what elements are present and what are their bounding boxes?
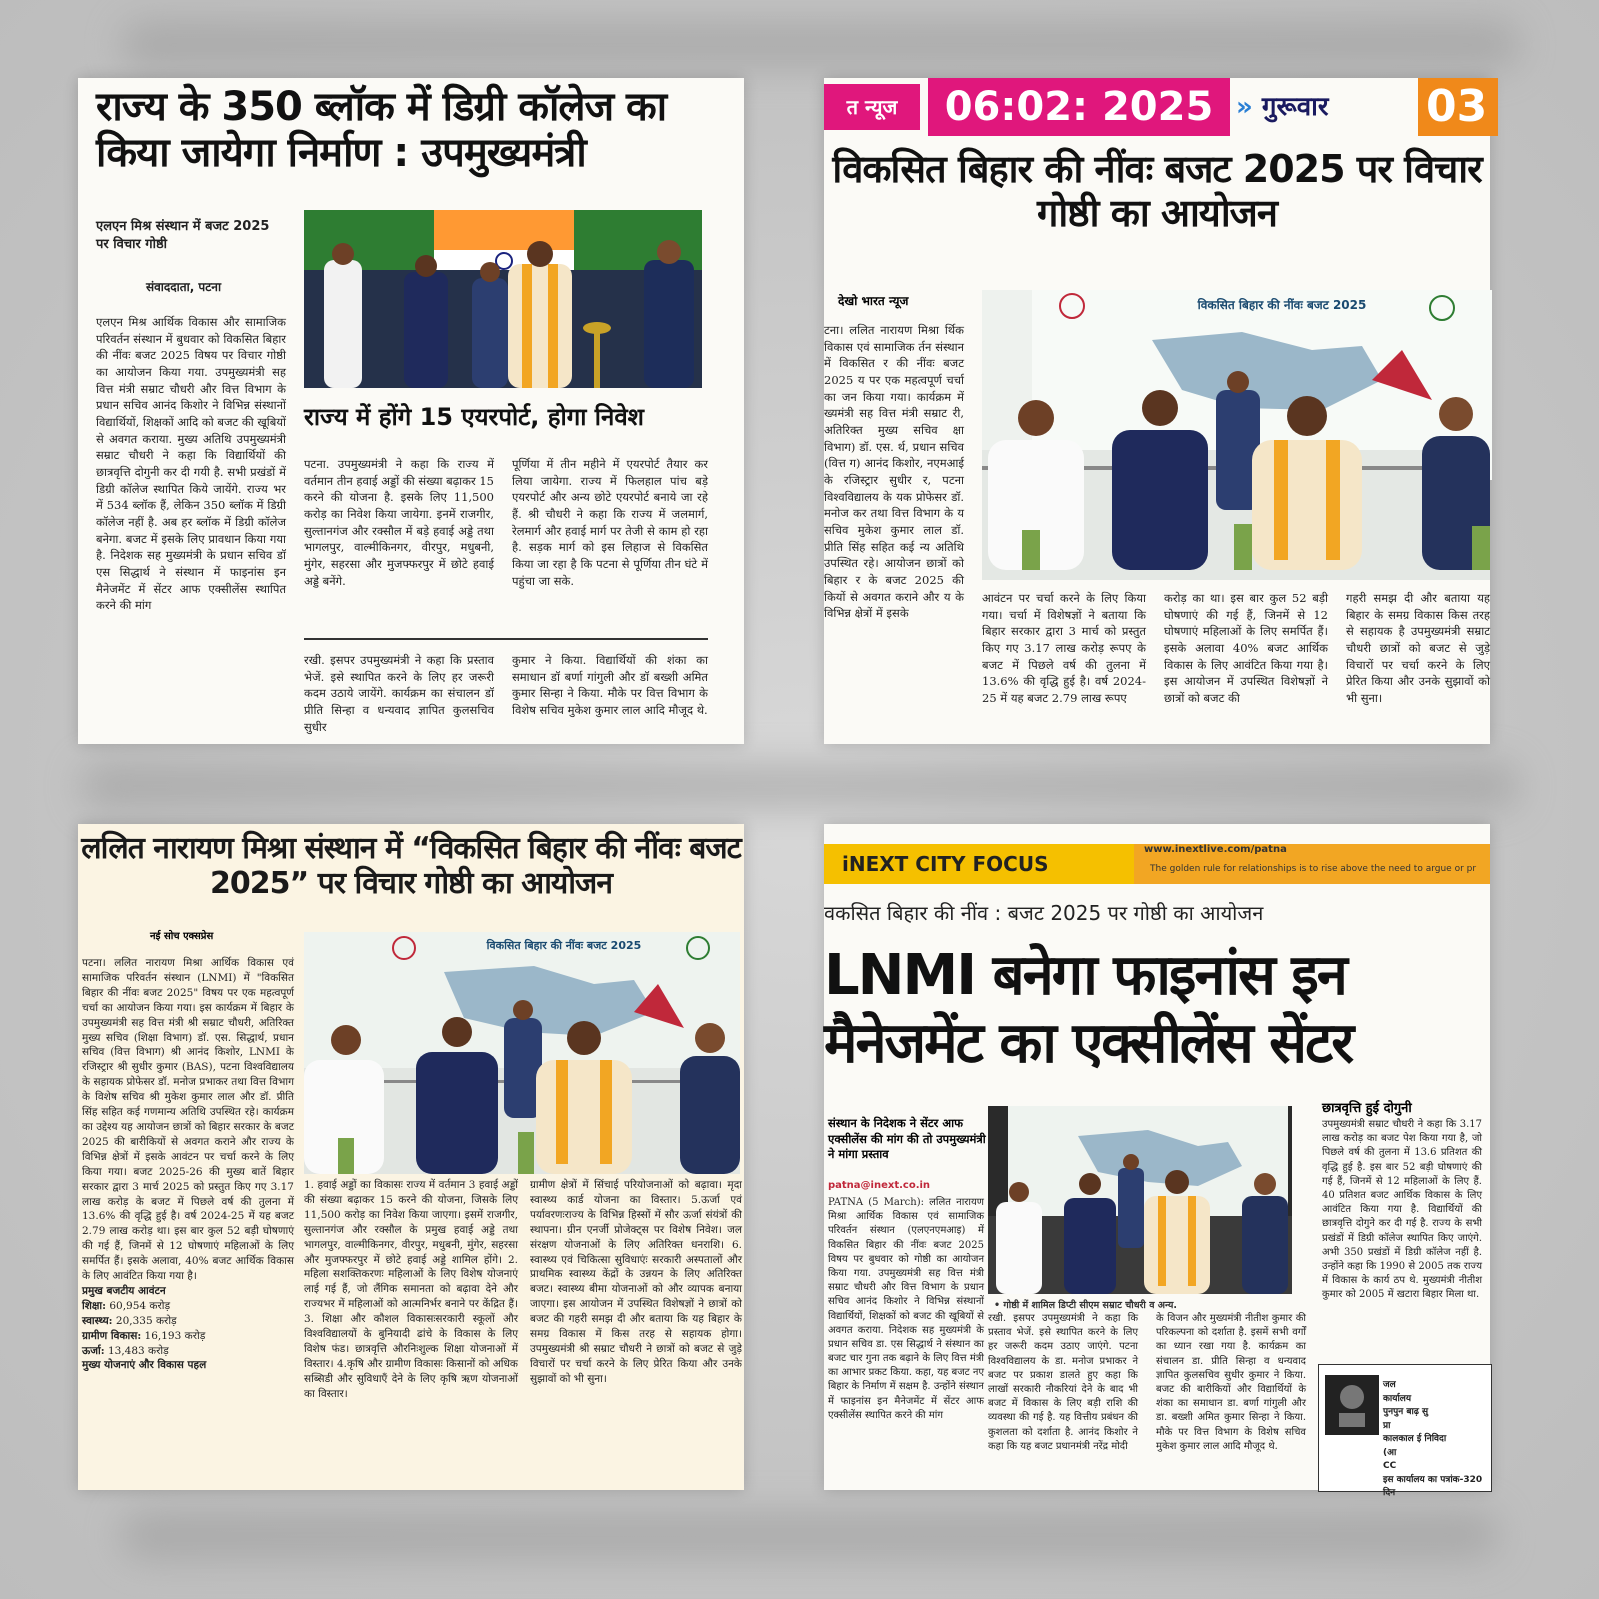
clip-d-lead: संस्थान के निदेशक ने सेंटर आफ एक्सीलेंस की मांग की तो उपमुख्यमंत्री ने मांगा प्रस्ताव — [828, 1116, 986, 1162]
clip-a-byline: संवाददाता, पटना — [146, 280, 222, 294]
clip-b-column-3-text: करोड़ का था। इस बार कुल 52 बड़ी घोषणाएं की गई हैं, जिनमें से 12 घोषणाएं महिलाओं के लिए समर्पित हैं। इसके अलावा 40% बजट आर्थिक विकास के लिए आवंटित किया गया है। इस आयोजन में उपस्थित विशेषज्ञों ने छात्रों को बजट की — [1164, 591, 1328, 706]
clip-a-column-2-text: पटना. उपमुख्यमंत्री ने कहा कि राज्य में वर्तमान तीन हवाई अड्डों की संख्या बढ़ाकर 15 करने की योजना है. इसके लिए 11,500 करोड़ का निवेश किया जायेगा. इनमें राजगीर, सुल्तानगंज और रक्सौल में बड़े हवाई अड्डे तथा भागलपुर, वाल्मीकिनगर, वीरपुर, मधुबनी, मुंगेर, सहरसा और मुजफ्फरपुर में छोटे हवाई अड्डे बनेंगे. — [304, 457, 494, 588]
clip-d-column-2-text: रखी. इसपर उपमुख्यमंत्री ने कहा कि प्रस्ताव भेजें. इसे स्थापित करने के लिए हर जरूरी कदम उठाए जाएंगे. पटना विश्वविद्यालय के डा. मनोज प्रभाकर ने बजट पर प्रकाश डालते हुए कहा कि लाखों सरकारी नौकरियां देने के बाद भी बजट में विकास के लिए बड़ी राशि की व्यवस्था की गई है. यह वित्तीय प्रबंधन की कुशलता को दर्शाता है. आनंद किशोर ने कहा कि यह बजट प्रधानमंत्री नरेंद्र मोदी — [988, 1313, 1138, 1452]
newspaper-clip-inext — [824, 824, 1490, 1498]
clip-a-column-3 — [512, 456, 708, 589]
allocation-label: ऊर्जा: — [82, 1344, 105, 1357]
clip-d-column-1-text: PATNA (5 March): ललित नारायण मिश्रा आर्थिक विकास एवं सामाजिक परिवर्तन संस्थान (एलएनएमआइ) में विकसित बिहार की नींवः बजट 2025 विषय पर बुधवार को गोष्ठी का आयोजन किया गया. उपमुख्यमंत्री सह वित्त मंत्री सम्राट चौधरी और वित्त विभाग के प्रधान सचिव आनंद किशोर ने विभिन्न संस्थानों विद्यार्थियों, शिक्षकों को बजट की खूबियों से अवगत कराया. निदेशक सह मुख्यमंत्री के प्रधान सचिव डा. एस सिद्धार्थ ने संस्थान का बजट चार गुना तक बढ़ाने के लिए वित्त मंत्री का आभार प्रकट किया. कहा, यह बजट नए बिहार के निर्माण में सक्षम है. उन्होंने संस्थान में फाइनांस इन मैनेजमेंट में सेंटर आफ एक्सीलेंस स्थापित करने की मांग — [828, 1197, 984, 1421]
clip-d-subhead: वकसित बिहार की नींव : बजट 2025 पर गोष्ठी का आयोजन — [824, 901, 1264, 925]
clip-b-photo-banner: विकसित बिहार की नींवः बजट 2025 — [1197, 298, 1367, 312]
clip-a-headline: राज्य के 350 ब्लॉक में डिग्री कॉलेज का किया जायेगा निर्माण : उपमुख्यमंत्री — [96, 84, 667, 176]
clip-a-column-1 — [96, 314, 286, 614]
clip-c-headline: ललित नारायण मिश्रा संस्थान में “विकसित बिहार की नींवः बजट 2025” पर विचार गोष्ठी का आयोजन — [81, 831, 741, 901]
background-blur-middle — [80, 762, 1520, 810]
background-blur-top — [120, 20, 1520, 70]
notice-line: कालकाल ई निविदा — [1383, 1434, 1447, 1444]
clip-d-notice-text — [1383, 1379, 1487, 1501]
clip-a-column-4-text: रखी. इसपर उपमुख्यमंत्री ने कहा कि प्रस्ताव भेजें. इसे स्थापित करने के लिए हर जरूरी कदम उठाये जायेंगे. कार्यक्रम का संचालन डॉ प्रीति सिन्हा व धन्यवाद ज्ञापित कुलसचिव सुधीर — [304, 653, 494, 734]
clip-a-column-1-text: एलएन मिश्र आर्थिक विकास और सामाजिक परिवर्तन संस्थान में बुधवार को विकसित बिहार की नींवः बजट 2025 विषय पर विचार गोष्ठी का आयोजन किया गया. उपमुख्यमंत्री सह वित्त मंत्री सम्राट चौधरी और वित्त विभाग के प्रधान सचिव आनंद किशोर ने विभिन्न संस्थानों विद्यार्थियों, शिक्षकों आदि को बजट की खूबियों से अवगत कराया. मुख्य अतिथि उपमुख्यमंत्री सम्राट चौधरी ने कहा कि विद्यार्थियों की छात्रवृत्ति दोगुनी कर दी गयी है. सभी प्रखंडों में डिग्री कॉलेज स्थापित किये जायेंगे. राज्य भर में 534 ब्लॉक हैं, लेकिन 350 ब्लॉक में डिग्री कॉलेज नहीं है. अब हर ब्लॉक में डिग्री कॉलेज बनेगा. बजट में इसके लिए प्रावधान किया गया है. निदेशक सह मुख्यमंत्री के प्रधान सचिव डॉ एस सिद्धार्थ ने संस्थान में फाइनांस इन मैनेजमेंट में सेंटर आफ एक्सीलेंस स्थापित करने की मांग — [96, 315, 286, 613]
clip-b-day — [1236, 84, 1416, 130]
clip-c-photo-illustration — [304, 932, 740, 1174]
clip-c-closing-head: मुख्य योजनाएं और विकास पहल — [82, 1359, 207, 1372]
allocation-label: शिक्षा: — [82, 1299, 106, 1312]
allocation-value: 16,193 करोड़ — [144, 1329, 206, 1342]
clip-a-photo — [304, 210, 702, 388]
clip-b-byline: देखो भारत न्यूज — [838, 294, 909, 308]
clip-b-brand: त न्यूज — [824, 84, 920, 130]
clip-d-right-column-text: उपमुख्यमंत्री सम्राट चौधरी ने कहा कि 3.17 लाख करोड़ का बजट पेश किया गया है, जो पिछले वर्ष की तुलना में 13.6 प्रतिशत की वृद्धि हुई है. इस बार 52 बड़ी घोषणाएं की गई हैं, जिनमें से 12 महिलाओं के लिए हैं. 40 प्रतिशत बजट आर्थिक विकास के लिए आवंटित किया गया है. विद्यार्थियों की छात्रवृत्ति दोगुने कर दी गई है. राज्य के सभी प्रखंडों में डिग्री कॉलेज स्थापित किए जाएंगे. अभी 350 प्रखंडों में डिग्री कॉलेज नहीं है. उन्होंने कहा कि 1990 से 2005 तक राज्य में विकास के कार्य ठप थे. मुख्यमंत्री नीतीश कुमार को 2005 में खटारा बिहार मिला था. — [1322, 1119, 1482, 1301]
allocation-value: 60,954 करोड़ — [109, 1299, 171, 1312]
clip-c-column-2 — [304, 1178, 518, 1402]
clip-b-headline: विकसित बिहार की नींवः बजट 2025 पर विचार गोष्ठी का आयोजन — [832, 147, 1482, 235]
clip-c-column-2-text: 1. हवाई अड्डों का विकासः राज्य में वर्तमान 3 हवाई अड्डों की संख्या बढ़ाकर 15 करने की योजना, जिसके लिए 11,500 करोड़ का निवेश किया जाएगा। इसमें राजगीर, सुल्तानगंज और रक्सौल के प्रमुख हवाई अड्डे तथा भागलपुर, वाल्मीकिनगर, वीरपुर, मधुबनी, मुंगेर, सहरसा और मुजफ्फरपुर में छोटे हवाई अड्डे शामिल होंगे। 2. महिला सशक्तिकरणः महिलाओं के लिए विशेष योजनाएं लाई गई हैं, जो लैंगिक समानता को बढ़ावा देने और राज्यभर में महिलाओं को आत्मनिर्भर बनाने पर केंद्रित हैं। 3. शिक्षा और कौशल विकासःसरकारी स्कूलों और विश्वविद्यालयों के बुनियादी ढांचे के विकास के लिए विशेष फंड। छात्रवृत्ति औरनिःशुल्क शिक्षा योजनाओं में विस्तार। 4.कृषि और ग्रामीण विकासः किसानों को अधिक सब्सिडी और सुविधाएँ देने के लिए कृषि ऋण योजनाओं का विस्तार। — [304, 1179, 518, 1400]
clip-b-column-4 — [1346, 590, 1490, 707]
notice-line: कार्यालय — [1383, 1393, 1412, 1404]
clip-d-column-3-text: के विजन और मुख्यमंत्री नीतीश कुमार की परिकल्पना को दर्शाता है. इसमें सभी वर्गों का ध्यान रखा गया है. कार्यक्रम का संचालन डा. प्रीति सिन्हा व धन्यवाद ज्ञापित कुलसचिव सुधीर कुमार ने किया. बजट की बारीकियों और विद्यार्थियों के शंका का समाधान डा. बर्णा गांगुली और डा. बख्शी अमित कुमार सिन्हा ने किया. मौके पर वित्त विभाग के विशेष सचिव मुकेश कुमार लाल आदि मौजूद थे. — [1156, 1313, 1306, 1452]
clip-a-divider — [304, 638, 708, 640]
allocation-label: ग्रामीण विकास: — [82, 1329, 142, 1342]
notice-line: (आ — [1383, 1447, 1397, 1458]
notice-line: इस कार्यालय का पत्रांक-320 दिन — [1383, 1474, 1483, 1498]
clip-c-column-3-text: ग्रामीण क्षेत्रों में सिंचाई परियोजनाओं को बढ़ावा। मृदा स्वास्थ्य कार्ड योजना का विस्तार। 5.ऊर्जा एवं पर्यावरणःराज्य के विभिन्न हिस्सों में सौर ऊर्जा संयंत्रों की स्थापना। ग्रीन एनर्जी प्रोजेक्ट्स पर विशेष निवेश। जल संरक्षण योजनाओं के लिए अतिरिक्त धनराशि। 6. स्वास्थ्य एवं चिकित्सा सुविधाएंः सरकारी अस्पतालों और प्राथमिक स्वास्थ्य केंद्रों के उन्नयन के लिए अतिरिक्त बजट। स्वास्थ्य बीमा योजनाओं को और व्यापक बनाया जाएगा। इस आयोजन में उपस्थित विशेषज्ञों ने छात्रों को बजट की गहरी समझ दी और बताया कि यह बिहार के समग्र विकास में किस तरह से सहायक होगा। उपमुख्यमंत्री श्री सम्राट चौधरी ने छात्रों को बजट से जुड़े विचारों पर चर्चा करने के लिए प्रेरित किया और उनके सुझावों को भी सुना। — [530, 1179, 742, 1385]
newspaper-clip-prabhat — [78, 78, 744, 744]
clip-d-brand: iNEXT CITY FOCUS — [824, 844, 1134, 884]
clip-b-date: 06:02: 2025 — [928, 78, 1230, 136]
clip-d-tagline: The golden rule for relationships is to rise above the need to argue or pr — [1150, 864, 1477, 874]
clip-a-photo-illustration — [304, 210, 702, 388]
clip-c-allocation-title: प्रमुख बजटीय आवंटन — [82, 1284, 166, 1297]
clip-c-photo — [304, 932, 740, 1174]
emblem-icon — [1325, 1375, 1379, 1435]
clip-d-right-heading: छात्रवृत्ति हुई दोगुनी — [1322, 1101, 1412, 1116]
clip-d-photo-caption: • गोष्ठी में शामिल डिप्टी सीएम सम्राट चौधरी व अन्य. — [994, 1300, 1177, 1311]
clip-d-right-column — [1322, 1118, 1482, 1302]
clip-c-photo-banner: विकसित बिहार की नींवः बजट 2025 — [486, 939, 642, 952]
notice-line: CC — [1383, 1461, 1397, 1471]
clip-c-allocation-3 — [82, 1344, 294, 1359]
notice-line: प्रा — [1383, 1420, 1391, 1431]
clip-b-photo-illustration — [982, 290, 1490, 580]
allocation-label: स्वास्थ्य: — [82, 1314, 113, 1327]
clip-d-tender-notice — [1318, 1364, 1492, 1498]
clip-b-day-label: गुरूवार — [1261, 92, 1329, 122]
clip-c-allocation-2 — [82, 1329, 294, 1344]
clip-b-page-number: 03 — [1418, 78, 1498, 136]
newspaper-clip-nai-soch — [78, 824, 744, 1490]
clip-d-column-1 — [828, 1196, 984, 1423]
clip-c-byline: नई सोच एक्सप्रेस — [150, 931, 214, 942]
clip-d-url: www.inextlive.com/patna — [1144, 844, 1287, 855]
clip-a-column-3-text: पूर्णिया में तीन महीने में एयरपोर्ट तैयार कर लिया जायेगा. राज्य में फिलहाल पांच बड़े एयरपोर्ट और अन्य छोटे एयरपोर्ट बनाये जा रहे हैं. श्री चौधरी ने कहा कि राज्य में जलमार्ग, रेलमार्ग और हवाई मार्ग पर तेजी से काम हो रहा है. सड़क मार्ग को इस लिहाज से विकसित किया जा रहा है कि पटना से पूर्णिया तीन घंटे में पहुंचा जा सके. — [512, 457, 708, 588]
allocation-value: 20,335 करोड़ — [115, 1314, 177, 1327]
clip-b-column-1-text: टना। ललित नारायण मिश्रा र्थिक विकास एवं सामाजिक र्तन संस्थान में विकसित र की नींवः बजट 2025 य पर एक महत्वपूर्ण चर्चा का जन किया गया। कार्यक्रम में ख्यमंत्री सह वित्त मंत्री सम्राट री, अतिरिक्त मुख्य सचिव क्षा विभाग) डॉ. एस. र्थ, प्रधान सचिव (वित्त ग) आनंद किशोर, नएमआई के रजिस्ट्रार सुधीर र, पटना विश्वविद्यालय के यक प्रोफेसर डॉ. मनोज कर तथा वित्त विभाग के य सचिव मुकेश कुमार लाल डॉ. प्रीति सिंह सहित कई न्य अतिथि उपस्थित रहे। आयोजन छात्रों को बिहार र के बजट 2025 की कियों से अवगत कराने और य के विभिन्न क्षेत्रों में इसके — [824, 323, 964, 621]
clip-d-photo — [988, 1106, 1292, 1294]
clip-b-column-2 — [982, 590, 1146, 707]
clip-b-column-3 — [1164, 590, 1328, 707]
background-blur-bottom — [120, 1510, 1500, 1560]
clip-b-photo — [982, 290, 1490, 580]
notice-line: पुनपुन बाढ़ सु — [1383, 1407, 1429, 1417]
chevron-right-icon: » — [1236, 92, 1253, 122]
notice-line: जल — [1383, 1380, 1396, 1390]
clip-c-allocation-0 — [82, 1299, 294, 1314]
clip-d-column-3 — [1156, 1312, 1306, 1454]
clip-c-column-1 — [82, 956, 294, 1373]
clip-b-column-2-text: आवंटन पर चर्चा करने के लिए किया गया। चर्चा में विशेषज्ञों ने बताया कि बिहार सरकार द्वारा 3 मार्च को प्रस्तुत किए गए 3.17 लाख करोड़ रूपए के बजट में पिछले वर्ष की तुलना में 13.6% की वृद्धि हुई है। वर्ष 2024-25 में यह बजट 2.79 लाख रूपए — [982, 591, 1146, 706]
allocation-value: 13,483 करोड़ — [107, 1344, 169, 1357]
clip-a-column-4 — [304, 652, 494, 735]
clip-d-column-2 — [988, 1312, 1138, 1454]
clip-a-second-headline: राज्य में होंगे 15 एयरपोर्ट, होगा निवेश — [304, 403, 644, 431]
clip-a-column-5 — [512, 652, 708, 719]
newspaper-clip-dekho-bharat — [824, 78, 1490, 744]
clip-a-column-5-text: कुमार ने किया. विद्यार्थियों की शंका का समाधान डॉ बर्णा गांगुली और डॉ बख्शी अमित कुमार सिन्हा ने किया. मौके पर वित्त विभाग के विशेष सचिव मुकेश कुमार लाल आदि मौजूद थे. — [512, 653, 708, 718]
clip-d-photo-illustration — [988, 1106, 1292, 1294]
clip-c-column-3 — [530, 1178, 742, 1387]
clip-a-subhead: एलएन मिश्र संस्थान में बजट 2025 पर विचार गोष्ठी — [96, 219, 270, 252]
clip-b-column-4-text: गहरी समझ दी और बताया यह बिहार के समग्र विकास किस तरह से सहायक है उपमुख्यमंत्री सम्राट चौधरी छात्रों को बजट से जुड़े विचारों पर चर्चा करने के लिए प्रेरित किया और उनके सुझावों को भी सुना। — [1346, 591, 1490, 706]
clip-d-headline: LNMI बनेगा फाइनांस इन मैनेजमेंट का एक्सीलेंस सेंटर — [824, 943, 1353, 1077]
clip-c-allocation-1 — [82, 1314, 294, 1329]
clip-d-email: patna@inext.co.in — [828, 1180, 931, 1191]
clip-a-column-2 — [304, 456, 494, 589]
clip-b-column-1 — [824, 322, 964, 622]
clip-c-column-1-text: पटना। ललित नारायण मिश्रा आर्थिक विकास एवं सामाजिक परिवर्तन संस्थान (LNMI) में "विकसित बिहार की नींवः बजट 2025" विषय पर एक महत्वपूर्ण चर्चा का आयोजन किया गया। इस कार्यक्रम में बिहार के उपमुख्यमंत्री सह वित्त मंत्री श्री सम्राट चौधरी, अतिरिक्त मुख्य सचिव (शिक्षा विभाग) डॉ. एस. सिद्धार्थ, प्रधान सचिव (वित्त विभाग) श्री आनंद किशोर, LNMI के रजिस्ट्रार श्री सुधीर कुमार (BAS), पटना विश्वविद्यालय के सहायक प्रोफेसर डॉ. मनोज प्रभाकर तथा वित्त विभाग के विशेष सचिव श्री मुकेश कुमार लाल और डॉ. प्रीति सिंह सहित कई गणमान्य अतिथि उपस्थित रहे। कार्यक्रम का उद्देश्य यह आयोजन छात्रों को बिहार सरकार के बजट 2025 की बारीकियों से अवगत कराने और राज्य के विभिन्न क्षेत्रों में इसके आवंटन पर चर्चा करने के लिए किया गया। बजट 2025-26 की मुख्य बातें बिहार सरकार द्वारा 3 मार्च 2025 को प्रस्तुत किए गए 3.17 लाख करोड़ के बजट में पिछले वर्ष की तुलना में 13.6% की वृद्धि हुई है। वर्ष 2024-25 में यह बजट 2.79 लाख करोड़ था। इस बार कुल 52 बड़ी घोषणाएं की गई हैं, जिनमें से 12 घोषणाएं महिलाओं के लिए समर्पित हैं। इसके अलावा, 40% बजट आर्थिक विकास के लिए आवंटित किया गया है। — [82, 957, 294, 1283]
